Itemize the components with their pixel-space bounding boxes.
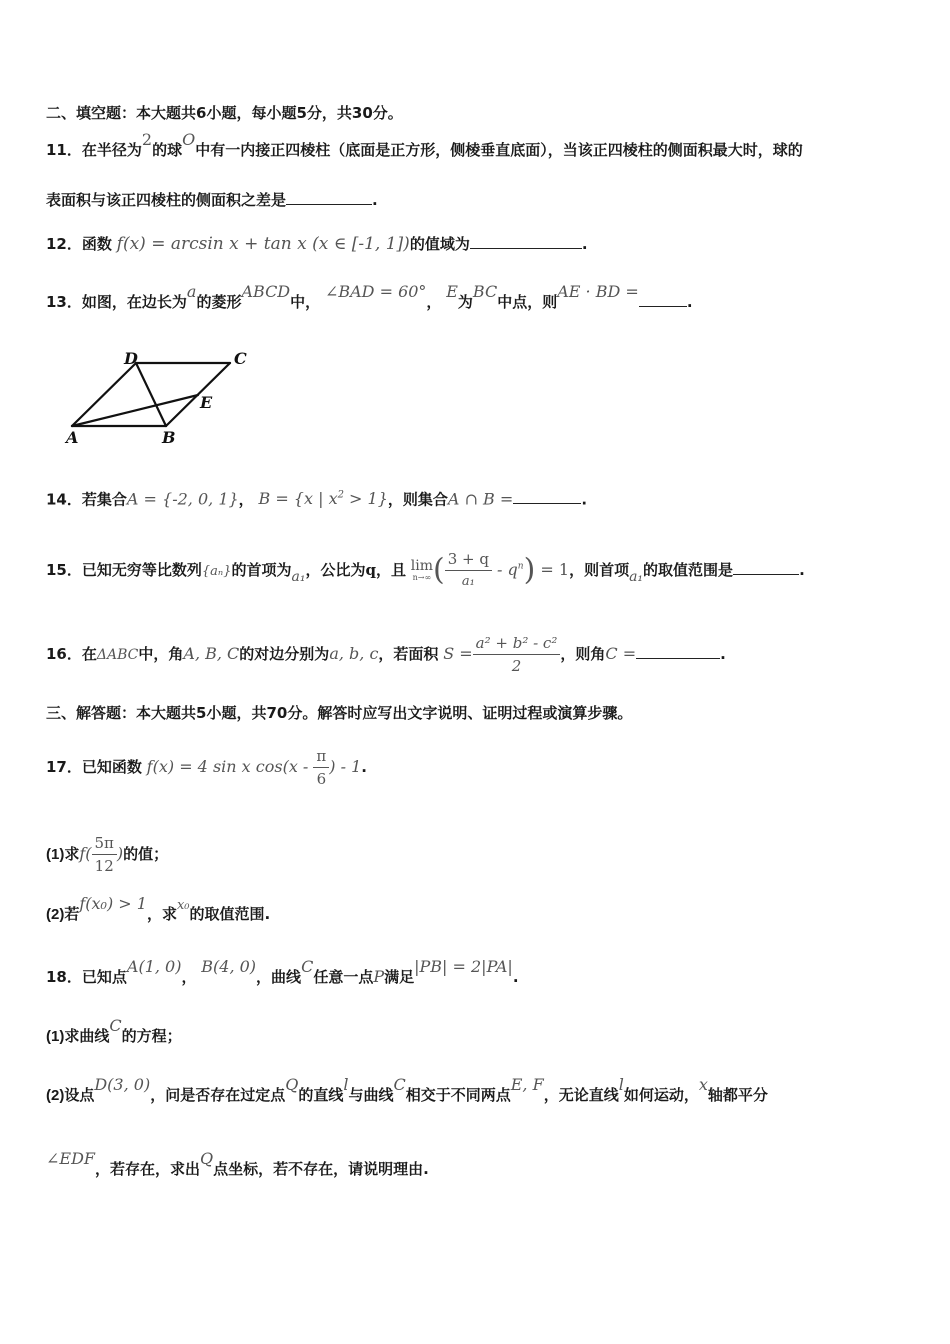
q11-text-2: 的球 [152,141,183,159]
question-number: 17． [46,758,82,776]
five-pi-over-12 [92,832,117,877]
area-s: S = [443,644,473,663]
q17-text-1: 已知函数 [81,758,142,776]
fraction-numerator: a² + b² - c² [473,632,561,655]
q13-text-4: ， [426,293,442,311]
question-number: 16． [46,645,82,663]
diagonal-bd [136,363,166,426]
period: . [372,191,378,209]
question-16 [46,632,726,677]
set-b-exponent: 2 [337,490,344,501]
function-expression: f(x) = arcsin x + tan x (x ∈ [-1, 1]) [116,234,410,254]
q16-text-2: 中，角 [138,645,184,663]
side-length: a [186,282,197,301]
angle-bad: ∠BAD = 60° [324,282,427,301]
first-term: a₁ [291,569,306,585]
part-2-text-2: 的取值范围. [189,905,271,923]
radius-value: 2 [141,130,153,149]
part-2-text-2: 的直线 [298,1086,344,1104]
intersection: A ∩ B = [447,489,514,509]
q15-text-2: 的首项为 [231,561,292,579]
question-15 [46,548,805,593]
rhombus-figure [60,340,260,450]
vertex-label-a: A [66,428,79,447]
question-18-part-1 [46,1016,182,1048]
first-term-2: a₁ [629,569,644,585]
part-2-text-1: ，问是否存在过定点 [150,1086,286,1104]
q14-text-1: 若集合 [81,490,127,509]
q15-text-1: 已知无穷等比数列 [81,561,202,579]
angle-c: C = [605,644,637,663]
part-1-text: 的值； [123,845,169,863]
question-17-part-2 [46,894,271,927]
question-18 [46,957,519,988]
ratio-q: q [365,561,376,579]
point-q: Q [285,1075,299,1094]
part-1-text: 的方程； [121,1027,182,1045]
point-d: D(3, 0) [94,1075,151,1094]
question-number: 11． [46,141,82,159]
pi-over-6 [313,745,329,790]
point-a: A(1, 0) [126,957,182,976]
line-l: l [618,1075,624,1094]
distance-condition: |PB| = 2|PA| [414,957,513,976]
fraction-denominator: 6 [316,770,327,788]
question-17-part-1 [46,832,168,877]
q13-text-2: 的菱形 [196,293,242,311]
q18-text-4: 任意一点 [313,968,374,986]
question-number: 13． [46,293,82,311]
part-2-text-8: ，若存在，求出 [95,1160,201,1178]
fraction-denominator: 12 [94,857,114,875]
part-1-label: (1)求 [46,846,80,863]
q12-text-1: 函数 [81,235,112,253]
section-2-header: 二、填空题：本大题共6小题，每小题5分，共30分。 [46,104,403,122]
dot-product: AE · BD = [557,282,639,301]
part-2-text-1: ，求 [146,905,177,923]
question-14 [46,485,587,510]
part-2-text-5: ，无论直线 [543,1086,619,1104]
period: . [720,645,726,663]
part-2-text-6: 如何运动， [623,1086,699,1104]
set-a: A = {-2, 0, 1} [126,489,239,509]
q13-text-5: 为 [457,293,473,311]
q18-text-3: ，曲线 [256,968,302,986]
q16-text-4: ，若面积 [378,645,439,663]
answer-blank[interactable] [513,487,581,504]
q-power [492,560,524,579]
q13-text-6: 中点，则 [497,293,558,311]
sequence-an: {aₙ} [201,564,232,579]
q18-text-1: 已知点 [81,968,127,986]
vertex-label-b: B [162,428,176,447]
curve-c: C [301,957,314,976]
rhombus-name: ABCD [241,282,291,301]
fraction-denominator: 2 [511,657,522,675]
x-axis-var: x [698,1075,708,1094]
q11-text-1: 在半径为 [81,141,142,159]
period: . [361,758,367,776]
point-e: E [446,282,458,301]
f-close: ) [116,844,124,863]
vertex-label-d: D [124,349,138,368]
vertex-label-e: E [200,393,213,412]
section-3-header: 三、解答题：本大题共5小题，共70分。解答时应写出文字说明、证明过程或演算步骤。 [46,704,633,722]
point-b: B(4, 0) [201,957,257,976]
answer-blank[interactable] [470,232,582,249]
angles-abc: A, B, C [183,644,240,663]
part-2-label: (2)若 [46,906,80,923]
segment-bc: BC [472,282,498,301]
limit-fraction [445,548,492,593]
question-number: 14． [46,490,82,509]
answer-blank[interactable] [286,188,372,205]
f-open: f( [79,844,92,863]
question-number: 18． [46,968,82,986]
period: . [686,293,693,311]
part-2-label: (2)设点 [46,1087,95,1104]
function-f-part-1: f(x) = 4 sin x cos(x - [146,757,314,776]
q15-text-3: ，公比为 [305,561,366,579]
fraction-denominator: a₁ [461,574,475,589]
part-2-text-9: 点坐标，若不存在，请说明理由. [213,1160,429,1178]
q16-text-5: ，则角 [560,645,606,663]
question-12 [46,232,588,255]
q18-text-5: 满足 [384,968,415,986]
exponent-n: n [517,561,524,572]
fraction-numerator: 3 + q [445,548,492,571]
curve-c: C [393,1075,406,1094]
inequality: f(x₀) > 1 [79,894,147,913]
q16-text-3: 的对边分别为 [239,645,330,663]
question-18-part-2 [46,1075,768,1107]
period: . [581,490,588,509]
question-18-part-2-cont [46,1149,429,1180]
vertex-label-c: C [234,349,247,368]
area-fraction [473,632,561,677]
right-paren: ) [523,552,536,588]
lim-subscript: n→∞ [412,573,432,582]
q15-text-4: ，且 [375,561,406,579]
curve-c: C [109,1016,122,1035]
point-q: Q [200,1149,214,1168]
lim-text: lim [410,558,433,574]
equals-one: = 1 [535,560,570,579]
question-number: 15． [46,561,82,579]
points-ef: E, F [510,1075,544,1094]
q15-text-6: 的取值范围是 [643,561,734,579]
q13-text-3: 中， [290,293,321,311]
edge-ad [72,363,136,426]
fraction-numerator: π [313,745,329,768]
variable-x0: x₀ [176,898,190,913]
sphere-center: O [182,130,196,149]
part-2-text-7: 轴都平分 [707,1086,768,1104]
point-p: P [373,967,385,986]
question-13 [46,282,693,313]
period: . [512,968,519,986]
q13-text-1: 如图，在边长为 [81,293,187,311]
angle-edf: ∠EDF [46,1149,96,1168]
function-f-part-2: ) - 1 [329,757,362,776]
set-b-prefix: B = {x | x [258,489,338,509]
question-17 [46,745,367,790]
answer-blank[interactable] [639,290,687,307]
answer-blank[interactable] [733,558,799,575]
part-1-label: (1)求曲线 [46,1028,110,1045]
q11-text-4: 表面积与该正四棱柱的侧面积之差是 [46,191,287,209]
period: . [799,561,805,579]
triangle-abc: ΔABC [96,647,139,663]
question-11-line-2 [46,188,378,211]
q14-text-2: ， [238,490,254,509]
part-2-text-3: 与曲线 [348,1086,394,1104]
segment-ae [72,395,198,426]
sides-abc: a, b, c [329,644,379,663]
question-number: 12． [46,235,82,253]
q16-text-1: 在 [81,645,97,663]
line-l: l [343,1075,349,1094]
question-11-line-1 [46,130,803,161]
left-paren: ( [432,552,445,588]
minus-q: - q [491,560,518,579]
q11-text-3: 中有一内接正四棱柱（底面是正方形，侧棱垂直底面），当该正四棱柱的侧面积最大时，球的 [195,141,803,159]
set-b [258,489,387,508]
set-b-suffix: > 1} [343,489,388,509]
part-2-text-4: 相交于不同两点 [405,1086,511,1104]
q14-text-3: ，则集合 [387,490,448,509]
q12-text-2: 的值域为 [409,235,470,253]
q18-text-2: ， [181,968,197,986]
answer-blank[interactable] [636,642,720,659]
q15-text-5: ，则首项 [569,561,630,579]
fraction-numerator: 5π [92,832,117,855]
limit-operator [411,559,433,582]
period: . [581,235,588,253]
